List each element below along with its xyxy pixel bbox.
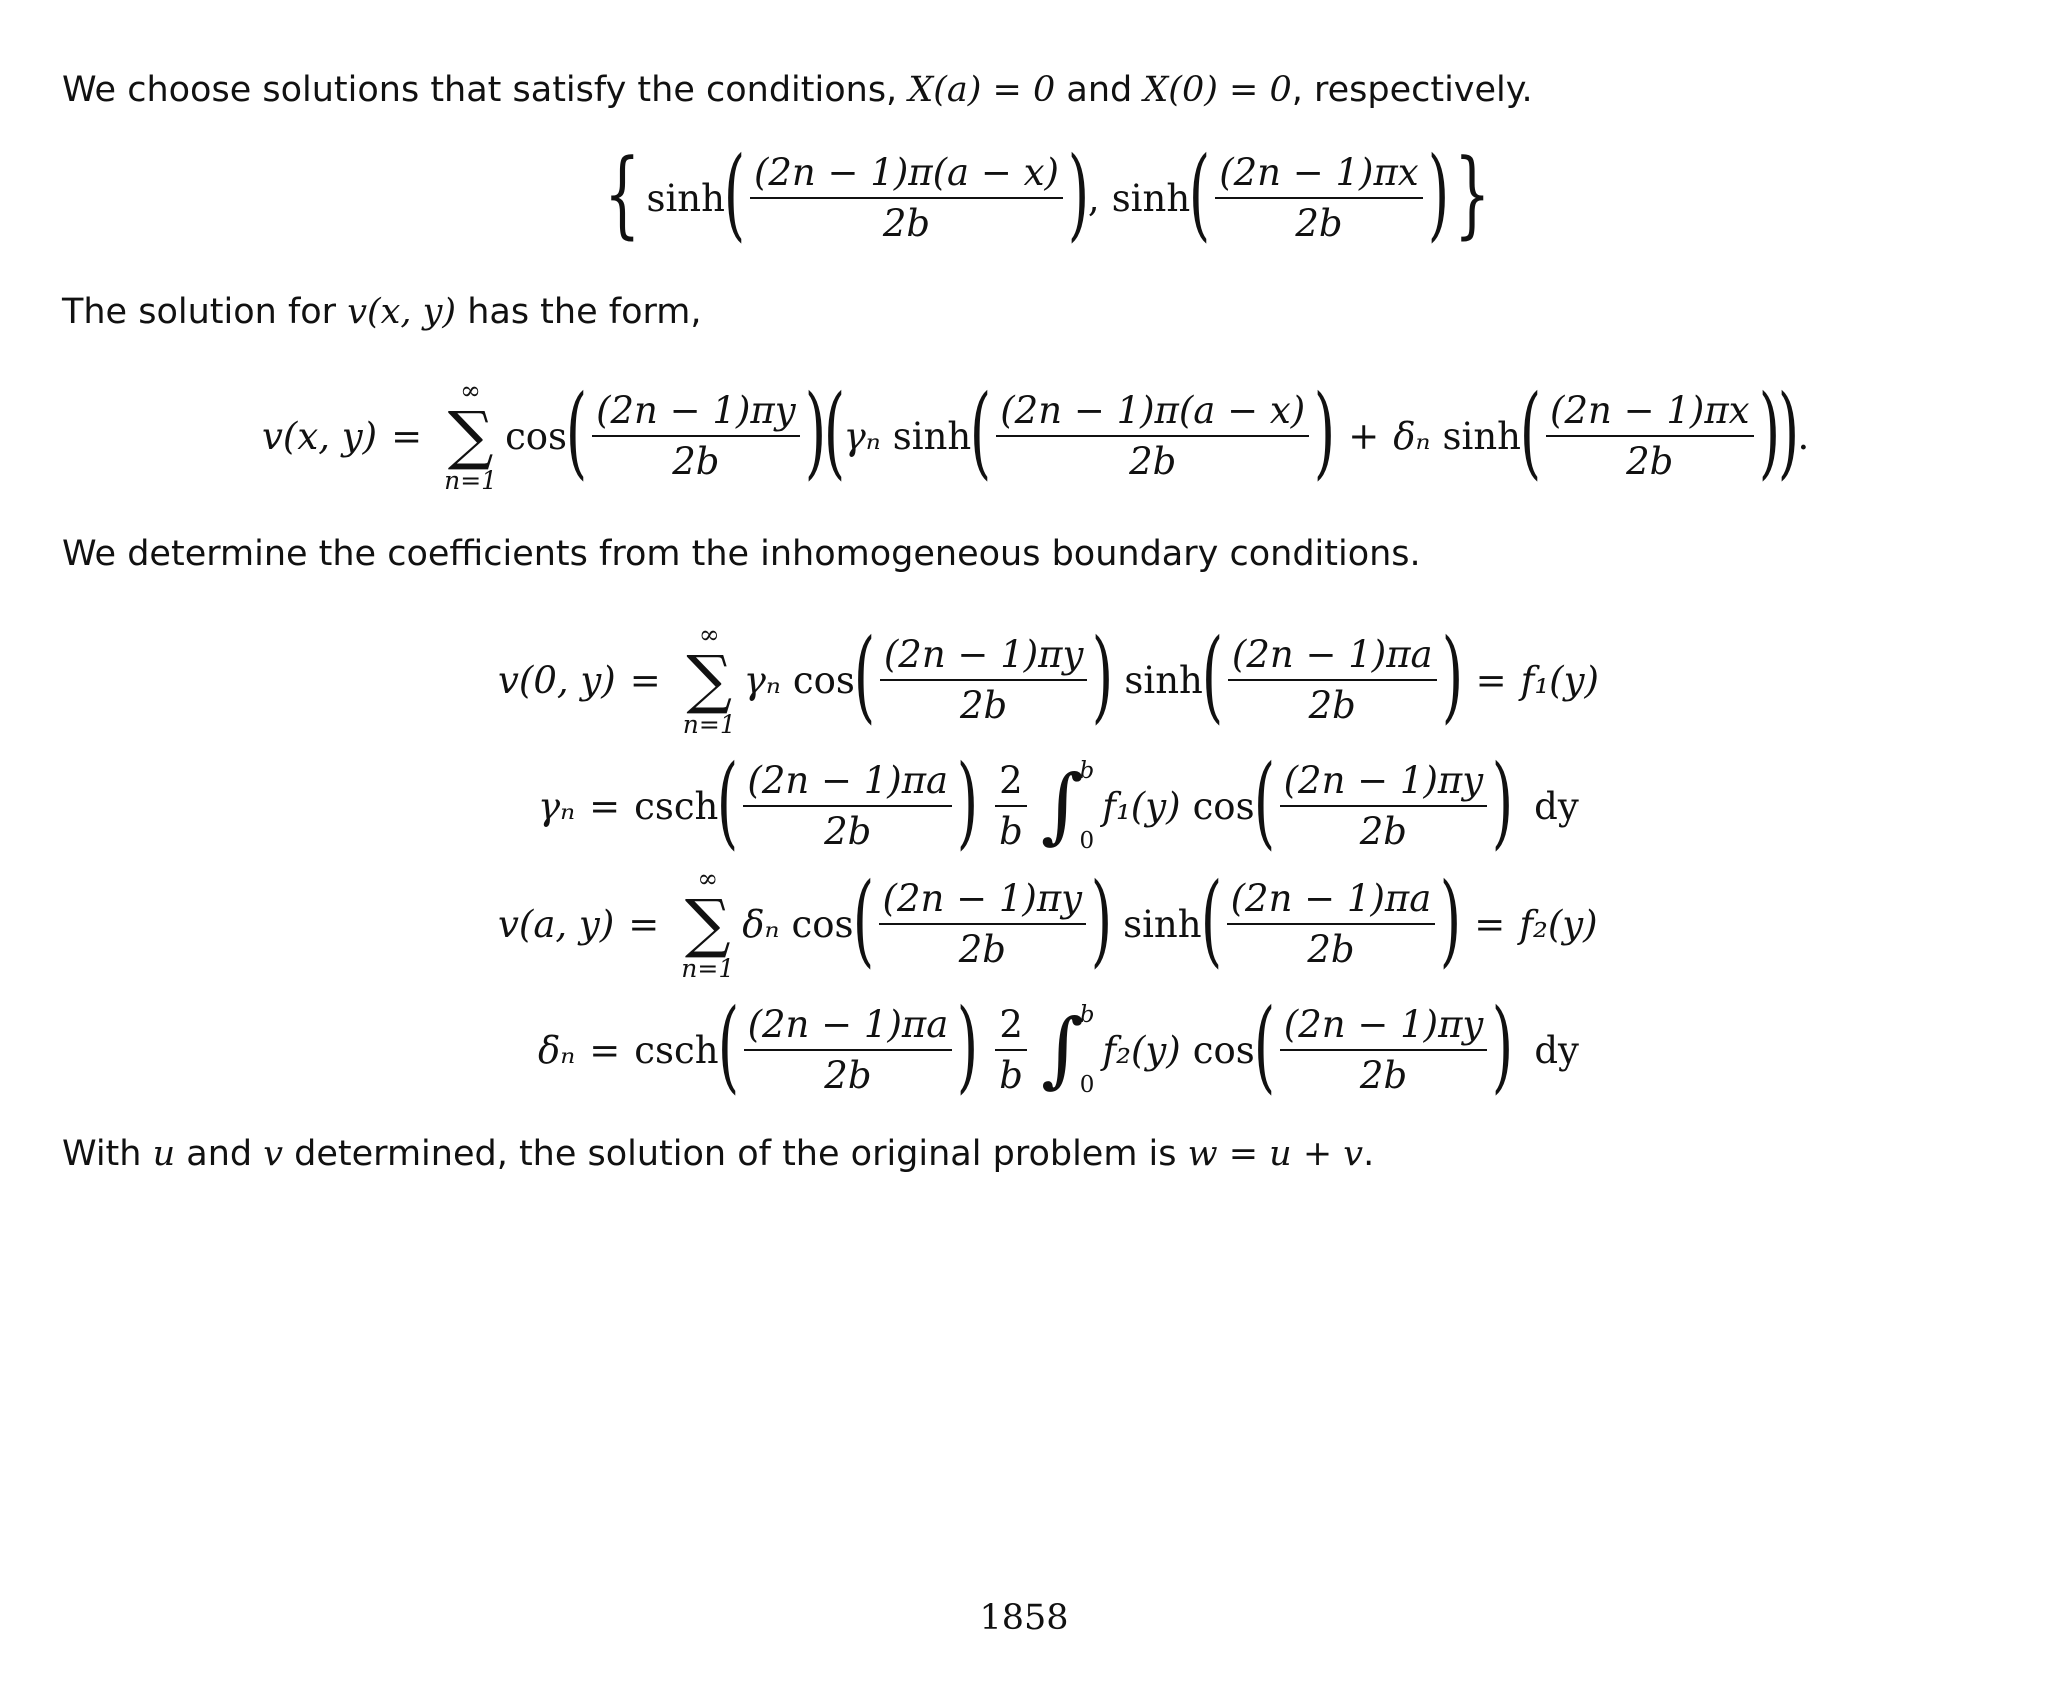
fraction-2-over-b xyxy=(995,759,1027,853)
sum-lower: n=1 xyxy=(681,954,735,983)
equals: = xyxy=(629,658,661,702)
text: and xyxy=(1055,70,1144,110)
summation xyxy=(681,866,734,982)
numerator: (2n − 1)πa xyxy=(744,1003,953,1051)
inline-math: w = u + v xyxy=(1187,1134,1364,1174)
summation xyxy=(444,378,497,494)
inline-math: X(a) = 0 xyxy=(908,70,1056,110)
numerator: (2n − 1)πy xyxy=(880,633,1088,681)
equals: = xyxy=(1475,658,1507,702)
fraction xyxy=(744,1003,953,1097)
page-number: 1858 xyxy=(979,1598,1069,1638)
right-brace: } xyxy=(1453,138,1491,249)
inline-math: u xyxy=(152,1134,176,1174)
fn-cos: cos xyxy=(791,902,854,946)
fraction xyxy=(743,759,952,853)
lhs: v(0, y) xyxy=(498,658,616,702)
integral xyxy=(1041,758,1094,854)
equals: = xyxy=(1474,902,1506,946)
period: . xyxy=(1797,414,1810,458)
denominator: b xyxy=(999,810,1023,853)
fraction xyxy=(1215,151,1423,245)
paragraph-coefficients xyxy=(62,532,1421,576)
denominator: 2b xyxy=(672,440,720,483)
text: We choose solutions that satisfy the conditions, xyxy=(62,70,909,110)
fraction xyxy=(996,389,1309,483)
numerator: (2n − 1)πa xyxy=(1228,633,1437,681)
right-paren: ) xyxy=(1067,135,1090,252)
fraction xyxy=(879,877,1087,971)
gamma-n: γₙ xyxy=(743,658,781,702)
denominator: 2b xyxy=(1295,202,1343,245)
denominator: 2b xyxy=(824,1054,872,1097)
fraction xyxy=(1280,1003,1488,1097)
right-paren: ) xyxy=(1427,135,1449,252)
fraction xyxy=(1546,389,1754,483)
differential: dy xyxy=(1534,1028,1579,1072)
numerator: (2n − 1)πa xyxy=(1227,877,1436,925)
numerator: (2n − 1)πa xyxy=(743,759,952,807)
fraction xyxy=(1280,759,1488,853)
differential: dy xyxy=(1534,784,1579,828)
fn-sinh: sinh xyxy=(1123,902,1202,946)
denominator: 2b xyxy=(1308,684,1356,727)
plus: + xyxy=(1348,414,1380,458)
fraction xyxy=(592,389,800,483)
int-lower: 0 xyxy=(1079,1072,1095,1098)
summation xyxy=(683,622,736,738)
int-lower: 0 xyxy=(1079,828,1095,854)
equation-v0y: v(0, y) = ∞ ∑ n=1 γₙ cos ( $\frac{(2n - 1)\pi y}{2b}$ ) sinh ( $\frac{(2n - 1)\pi a}{2b}$ ) = f₁(y) xyxy=(498,617,1599,739)
integrand-f1: f₁(y) xyxy=(1102,784,1181,828)
fn-cos: cos xyxy=(1192,1028,1255,1072)
fn-sinh: sinh xyxy=(1124,658,1203,702)
integral xyxy=(1041,1002,1094,1098)
integrand-f2: f₂(y) xyxy=(1102,1028,1181,1072)
text: . xyxy=(1363,1134,1375,1174)
numerator: (2n − 1)π(a − x) xyxy=(996,389,1309,437)
delta-n: δₙ xyxy=(742,902,780,946)
delta-n: δₙ xyxy=(538,1028,576,1072)
numerator: 2 xyxy=(995,1003,1027,1051)
fn-csch: csch xyxy=(634,1028,719,1072)
fn-cos: cos xyxy=(1192,784,1255,828)
int-upper: b xyxy=(1079,1002,1095,1028)
text: has the form, xyxy=(456,292,702,332)
fn-sinh: sinh xyxy=(1111,176,1191,220)
numerator: (2n − 1)πy xyxy=(879,877,1087,925)
numerator: (2n − 1)πy xyxy=(1280,759,1488,807)
fraction xyxy=(1227,877,1436,971)
left-brace: { xyxy=(604,138,641,249)
equation-solution-set xyxy=(598,135,1496,252)
fraction xyxy=(750,151,1063,245)
denominator: 2b xyxy=(824,810,872,853)
sum-upper: ∞ xyxy=(698,620,720,649)
sum-upper: ∞ xyxy=(697,864,719,893)
paragraph-conclusion xyxy=(62,1132,1374,1176)
numerator: (2n − 1)π(a − x) xyxy=(750,151,1063,199)
fn-sinh: sinh xyxy=(1442,414,1521,458)
fn-cos: cos xyxy=(792,658,855,702)
equals: = xyxy=(391,414,423,458)
equals: = xyxy=(589,784,621,828)
fraction xyxy=(880,633,1088,727)
rhs-f2: f₂(y) xyxy=(1519,902,1598,946)
lhs: v(a, y) xyxy=(498,902,615,946)
sum-lower: n=1 xyxy=(444,466,498,495)
delta-n: δₙ xyxy=(1393,414,1431,458)
inline-math: X(0) = 0 xyxy=(1143,70,1292,110)
fraction xyxy=(1228,633,1437,727)
sum-lower: n=1 xyxy=(682,710,736,739)
fn-sinh: sinh xyxy=(646,176,725,220)
denominator: 2b xyxy=(1359,1054,1408,1097)
integral-sign: ∫ xyxy=(1040,1002,1084,1097)
denominator: 2b xyxy=(882,202,931,245)
text: , respectively. xyxy=(1291,70,1533,110)
equation-series-v: v(x, y) = ∞ ∑ n=1 cos ( $\frac{(2n - 1)\pi y}{2b}$ ) ( γₙ sinh ( $\frac{(2n - 1)\pi(a - x)}{2b}$ ) + δₙ sinh ( $\frac{(2n - 1)\pi x}{2b}$ ) ) . xyxy=(262,373,1810,495)
sigma: ∑ xyxy=(447,399,494,473)
text: determined, the solution of the original problem is xyxy=(283,1134,1188,1174)
text: We determine the coefficients from the inhomogeneous boundary conditions. xyxy=(62,534,1421,574)
equation-vay: v(a, y) = ∞ ∑ n=1 δₙ cos ( $\frac{(2n - 1)\pi y}{2b}$ ) sinh ( $\frac{(2n - 1)\pi a}{2b}$ ) = f₂(y) xyxy=(498,861,1598,983)
paragraph-solution-form xyxy=(62,290,701,334)
paragraph-conditions xyxy=(62,68,1533,112)
numerator: (2n − 1)πx xyxy=(1215,151,1423,199)
denominator: 2b xyxy=(1129,440,1177,483)
comma: , xyxy=(1087,176,1100,220)
denominator: 2b xyxy=(960,684,1008,727)
equation-delta-n: δₙ = csch ( $\frac{(2n - 1)\pi a}{2b}$ ) $\frac{2}{b}$ ∫ b 0 f₂(y) cos ( $\frac{(2n - 1)\pi y}{2b}$ ) dy xyxy=(538,987,1579,1104)
left-paren: ( xyxy=(723,135,746,252)
inline-math: v xyxy=(263,1134,284,1174)
text: The solution for xyxy=(62,292,348,332)
text: With xyxy=(62,1134,153,1174)
equals: = xyxy=(589,1028,621,1072)
lhs: v(x, y) xyxy=(262,414,378,458)
equals: = xyxy=(628,902,660,946)
gamma-n: γₙ xyxy=(843,414,881,458)
fn-cos: cos xyxy=(505,414,568,458)
denominator: 2b xyxy=(1626,440,1674,483)
rhs-f1: f₁(y) xyxy=(1520,658,1599,702)
numerator: (2n − 1)πx xyxy=(1546,389,1754,437)
fn-csch: csch xyxy=(634,784,719,828)
text: and xyxy=(175,1134,264,1174)
denominator: b xyxy=(999,1054,1023,1097)
fraction-2-over-b xyxy=(995,1003,1027,1097)
integral-sign: ∫ xyxy=(1040,758,1084,853)
left-paren: ( xyxy=(1188,135,1211,252)
numerator: 2 xyxy=(995,759,1027,807)
inline-math: v(x, y) xyxy=(347,292,457,332)
equation-gamma-n: γₙ = csch ( $\frac{(2n - 1)\pi a}{2b}$ ) $\frac{2}{b}$ ∫ b 0 f₁(y) cos ( $\frac{(2n - 1)\pi y}{2b}$ ) dy xyxy=(538,743,1579,860)
fn-sinh: sinh xyxy=(892,414,972,458)
denominator: 2b xyxy=(1307,928,1355,971)
int-upper: b xyxy=(1079,758,1095,784)
sigma: ∑ xyxy=(684,887,731,961)
sum-upper: ∞ xyxy=(460,376,481,405)
sigma: ∑ xyxy=(686,643,733,717)
gamma-n: γₙ xyxy=(538,784,576,828)
numerator: (2n − 1)πy xyxy=(592,389,800,437)
denominator: 2b xyxy=(1359,810,1407,853)
numerator: (2n − 1)πy xyxy=(1280,1003,1488,1051)
denominator: 2b xyxy=(958,928,1006,971)
